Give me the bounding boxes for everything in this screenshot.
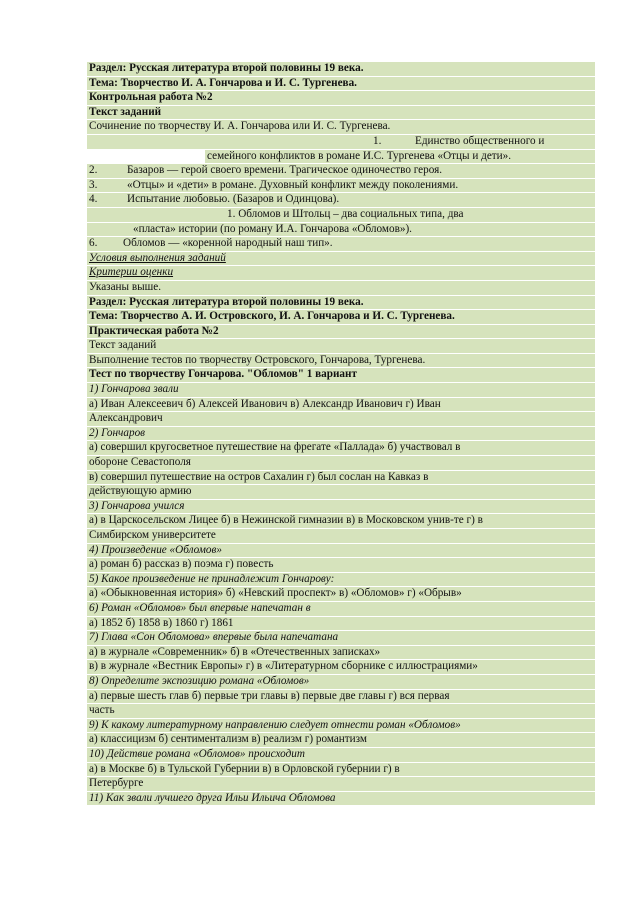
essay-topic-3 (87, 179, 595, 194)
conditions-link[interactable]: Условия выполнения заданий (87, 252, 595, 267)
answers-2-line-1: а) совершил кругосветное путешествие на фрегате «Паллада» б) участвовал в (87, 441, 595, 456)
answers-3-line-2: Симбирском университете (87, 529, 595, 544)
topic-text: Единство общественного и (415, 134, 545, 147)
question-8: 8) Определите экспозицию романа «Обломов» (87, 675, 595, 690)
blank-cell (87, 150, 205, 164)
work-title: Контрольная работа №2 (87, 91, 595, 106)
answers-9: а) классицизм б) сентиментализм в) реализм г) романтизм (87, 733, 595, 748)
topic-number: 1. (373, 134, 382, 147)
answers-1-line-2: Александрович (87, 412, 595, 427)
answers-10-line-1: а) в Москве б) в Тульской Губернии в) в Орловской губернии г) в (87, 763, 595, 778)
topic-number: 2. (89, 164, 98, 177)
question-10: 10) Действие романа «Обломов» происходит (87, 748, 595, 763)
theme-heading-2: Тема: Творчество А. И. Островского, И. А. Гончарова и И. С. Тургенева. (87, 310, 595, 325)
topic-number: 6. (89, 237, 98, 250)
question-1: 1) Гончарова звали (87, 383, 595, 398)
question-4: 4) Произведение «Обломов» (87, 544, 595, 559)
answers-1-line-1: а) Иван Алексеевич б) Алексей Иванович в) Александр Иванович г) Иван (87, 398, 595, 413)
test-title: Тест по творчеству Гончарова. "Обломов" 1 вариант (87, 368, 595, 383)
answers-2-line-3: в) совершил путешествие на остров Сахалин г) был сослан на Кавказ в (87, 471, 595, 486)
criteria-link[interactable]: Критерии оценки (87, 266, 595, 281)
essay-topic-2 (87, 164, 595, 179)
essay-topic-4 (87, 193, 595, 208)
topic-text: семейного конфликтов в романе И.С. Тургенева «Отцы и дети». (207, 149, 512, 162)
section-heading: Раздел: Русская литература второй половины 19 века. (87, 62, 595, 77)
theme-heading: Тема: Творчество И. А. Гончарова и И. С. Тургенева. (87, 77, 595, 92)
topic-number: 4. (89, 193, 98, 206)
question-3: 3) Гончарова учился (87, 500, 595, 515)
answers-7-line-2: в) в журнале «Вестник Европы» г) в «Литературном сборнике с иллюстрациями» (87, 660, 595, 675)
document-page (87, 62, 595, 806)
essay-topic-6 (87, 237, 595, 252)
tasks-heading: Текст заданий (87, 106, 595, 121)
answers-2-line-4: действующую армию (87, 485, 595, 500)
tests-intro: Выполнение тестов по творчеству Островского, Гончарова, Тургенева. (87, 354, 595, 369)
answers-10-line-2: Петербурге (87, 777, 595, 792)
answers-6: а) 1852 б) 1858 в) 1860 г) 1861 (87, 617, 595, 632)
essay-topic-5-line-1: 1. Обломов и Штольц – два социальных типа, два (87, 208, 595, 223)
essay-topic-1-line-1 (87, 135, 595, 150)
answers-2-line-2: обороне Севастополя (87, 456, 595, 471)
answers-5: а) «Обыкновенная история» б) «Невский проспект» в) «Обломов» г) «Обрыв» (87, 587, 595, 602)
answers-3-line-1: а) в Царскосельском Лицее б) в Нежинской гимназии в) в Московском унив-те г) в (87, 514, 595, 529)
topic-text: «Отцы» и «дети» в романе. Духовный конфликт между поколениями. (127, 178, 459, 191)
question-11: 11) Как звали лучшего друга Ильи Ильича Обломова (87, 792, 595, 807)
question-2: 2) Гончаров (87, 427, 595, 442)
topic-text: Обломов — «коренной народный наш тип». (123, 237, 333, 250)
topic-number: 3. (89, 178, 98, 191)
answers-7-line-1: а) в журнале «Современник» б) в «Отечественных записках» (87, 646, 595, 661)
answers-4: а) роман б) рассказ в) поэма г) повесть (87, 558, 595, 573)
shown-above-text: Указаны выше. (87, 281, 595, 296)
answers-8-line-1: а) первые шесть глав б) первые три главы в) первые две главы г) вся первая (87, 690, 595, 705)
question-6: 6) Роман «Обломов» был впервые напечатан в (87, 602, 595, 617)
work-title-2: Практическая работа №2 (87, 325, 595, 340)
essay-topic-1-line-2 (87, 150, 595, 165)
question-9: 9) К какому литературному направлению следует отнести роман «Обломов» (87, 719, 595, 734)
tasks-heading-2: Текст заданий (87, 339, 595, 354)
topic-text: Базаров — герой своего времени. Трагическое одиночество героя. (127, 164, 443, 177)
topic-text: Испытание любовью. (Базаров и Одинцова). (127, 193, 340, 206)
question-7: 7) Глава «Сон Обломова» впервые была напечатана (87, 631, 595, 646)
answers-8-line-2: часть (87, 704, 595, 719)
essay-topic-5-line-2: «пласта» истории (по роману И.А. Гончарова «Обломов»). (87, 223, 595, 238)
section-heading-2: Раздел: Русская литература второй половины 19 века. (87, 296, 595, 311)
essay-intro: Сочинение по творчеству И. А. Гончарова или И. С. Тургенева. (87, 120, 595, 135)
question-5: 5) Какое произведение не принадлежит Гончарову: (87, 573, 595, 588)
